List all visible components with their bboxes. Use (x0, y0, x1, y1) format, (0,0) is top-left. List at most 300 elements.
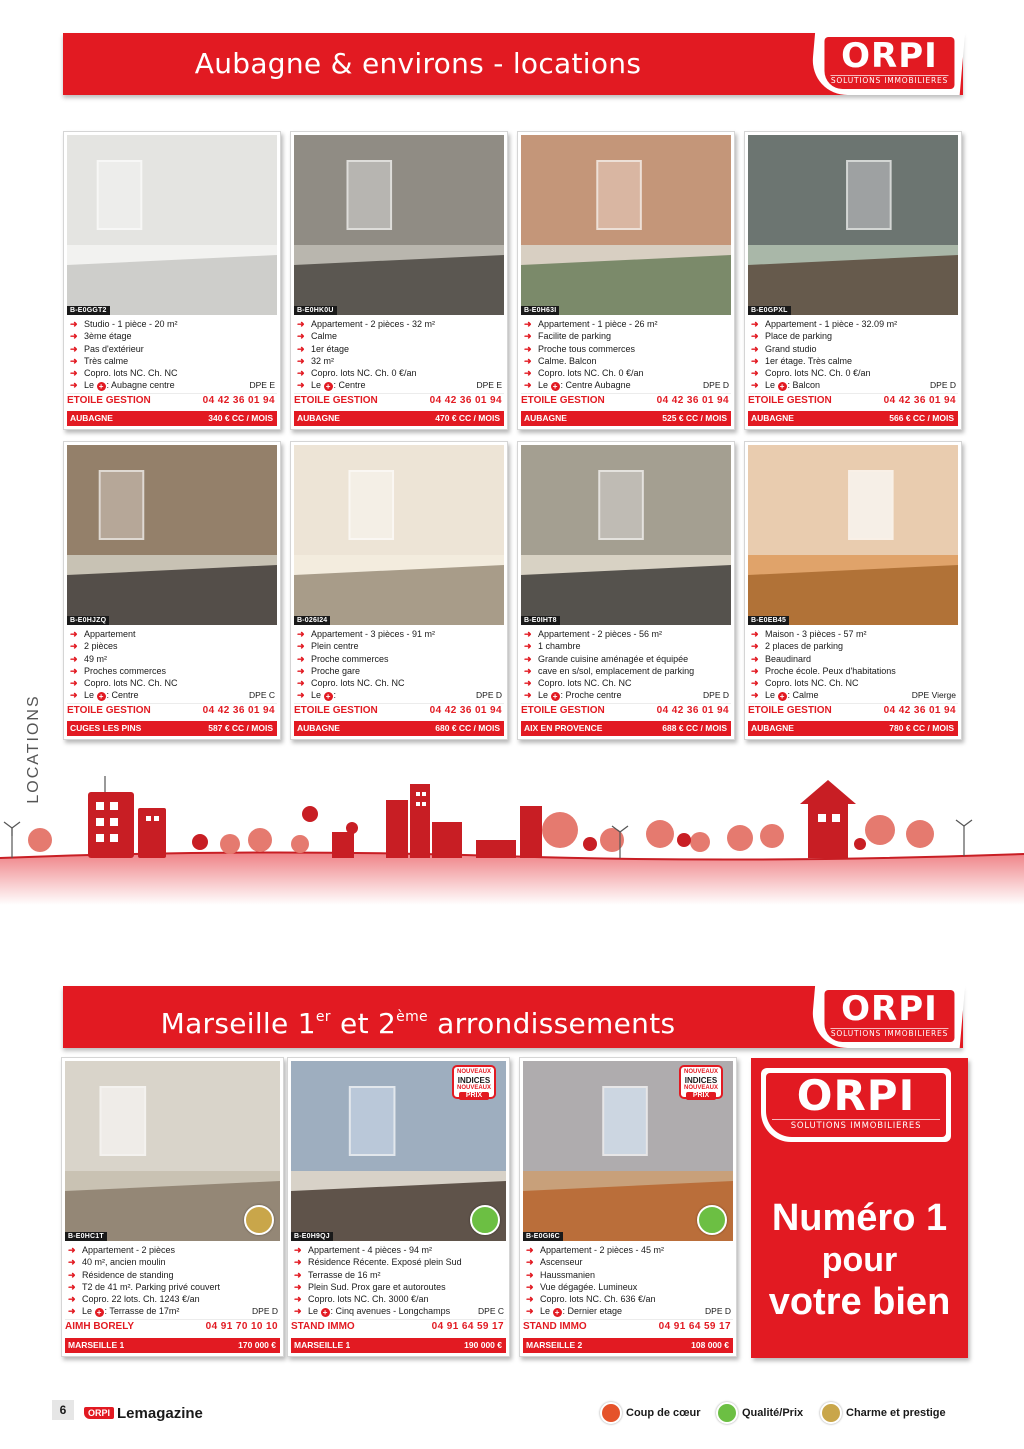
arrow-right-icon: ➜ (751, 629, 759, 639)
le-plus-text: : Centre Aubagne (560, 380, 631, 391)
arrow-right-icon: ➜ (297, 665, 305, 676)
price-bar (523, 1338, 733, 1353)
le-label: Le (308, 1306, 319, 1317)
listing-reference: B-E0GPXL (748, 306, 791, 315)
arrow-right-icon: ➜ (526, 1294, 534, 1305)
city: AIX EN PROVENCE (524, 723, 603, 733)
agency-line (291, 1319, 506, 1333)
price: 340 € CC / MOIS (208, 413, 273, 423)
agency-phone[interactable]: 04 42 36 01 94 (429, 394, 502, 406)
agency-line (748, 393, 958, 407)
features-list (291, 1244, 506, 1318)
feature-item (521, 343, 731, 355)
property-photo[interactable] (291, 1061, 506, 1241)
side-label: LOCATIONS (25, 694, 42, 804)
feature-item (67, 653, 277, 665)
dpe-rating: DPE D (252, 1306, 278, 1317)
feature-item-le-plus (294, 689, 504, 701)
price: 566 € CC / MOIS (889, 413, 954, 423)
arrow-right-icon: ➜ (524, 343, 532, 354)
listing-card[interactable] (61, 1057, 284, 1357)
feature-item (748, 367, 958, 379)
agency-name: AIMH BORELY (65, 1320, 135, 1332)
feature-item-le-plus (521, 689, 731, 701)
price-bar (748, 411, 958, 426)
arrow-right-icon: ➜ (70, 355, 78, 366)
feature-item-le-plus (65, 1305, 280, 1317)
listing-card[interactable] (290, 441, 508, 740)
arrow-right-icon: ➜ (68, 1306, 76, 1317)
orpi-logo (810, 19, 967, 95)
feature-text: Plein Sud. Prox gare et autoroutes (308, 1281, 446, 1292)
feature-text: cave en s/sol, emplacement de parking (538, 665, 695, 676)
listing-reference: B-E0IHT8 (521, 616, 560, 625)
feature-item (291, 1281, 506, 1293)
arrow-right-icon: ➜ (524, 629, 532, 639)
le-label: Le (82, 1306, 93, 1317)
le-plus-text: : Cinq avenues - Longchamps (330, 1306, 451, 1317)
agency-line (521, 393, 731, 407)
feature-text: Très calme (84, 355, 129, 366)
arrow-right-icon: ➜ (297, 331, 305, 342)
agency-line (523, 1319, 733, 1333)
promo-headline: Numéro 1 (771, 1197, 948, 1239)
plus-circle-icon: + (95, 1308, 104, 1317)
feature-text: Appartement (84, 629, 136, 639)
feature-text: 1er étage. Très calme (765, 355, 853, 366)
agency-phone[interactable]: 04 42 36 01 94 (429, 704, 502, 716)
arrow-right-icon: ➜ (526, 1281, 534, 1292)
arrow-right-icon: ➜ (524, 665, 532, 676)
feature-item (65, 1269, 280, 1281)
listing-reference: B-E0H63I (521, 306, 559, 315)
listing-card[interactable] (63, 441, 281, 740)
arrow-right-icon: ➜ (526, 1257, 534, 1268)
arrow-right-icon: ➜ (297, 368, 305, 379)
feature-text: Copro. lots NC. Ch. NC (765, 678, 859, 689)
feature-text: Copro. lots NC. Ch. NC (84, 678, 178, 689)
arrow-right-icon: ➜ (297, 319, 305, 329)
price-bar (65, 1338, 280, 1353)
promo-line: votre bien (768, 1281, 951, 1323)
feature-text: Maison - 3 pièces - 57 m² (765, 629, 867, 639)
arrow-right-icon: ➜ (751, 355, 759, 366)
arrow-right-icon: ➜ (751, 678, 759, 689)
feature-item (67, 665, 277, 677)
legend-label: Charme et prestige (846, 1407, 946, 1419)
feature-text: Vue dégagée. Lumineux (540, 1281, 638, 1292)
property-photo[interactable] (67, 445, 277, 625)
agency-phone[interactable]: 04 91 64 59 17 (658, 1320, 731, 1332)
magazine-name: Lemagazine (117, 1404, 203, 1422)
features-list (67, 628, 277, 702)
dpe-rating: DPE E (249, 380, 275, 391)
property-photo[interactable] (748, 135, 958, 315)
feature-text: Copro. lots NC. Ch. NC (311, 678, 405, 689)
agency-name: ETOILE GESTION (294, 394, 378, 406)
feature-text: Proche commerces (311, 653, 389, 664)
plus-circle-icon: + (324, 382, 333, 391)
feature-text: Terrasse de 16 m² (308, 1269, 381, 1280)
arrow-right-icon: ➜ (70, 678, 78, 689)
agency-line (67, 703, 277, 717)
le-plus-text: : Balcon (787, 380, 821, 391)
agency-name: STAND IMMO (291, 1320, 355, 1332)
section-title: Aubagne & environs - locations (194, 47, 642, 80)
features-list (748, 318, 958, 392)
dpe-rating: DPE C (478, 1306, 504, 1317)
listing-card[interactable] (63, 131, 281, 430)
feature-item (65, 1293, 280, 1305)
feature-item (521, 665, 731, 677)
property-photo[interactable] (65, 1061, 280, 1241)
le-label: Le (311, 690, 322, 701)
feature-text: Grande cuisine aménagée et équipée (538, 653, 689, 664)
agency-phone[interactable]: 04 42 36 01 94 (656, 394, 729, 406)
orpi-logo (810, 972, 967, 1048)
feature-item (521, 640, 731, 652)
feature-item-le-plus (748, 379, 958, 391)
plus-circle-icon: + (778, 692, 787, 701)
listing-reference: B-E0GI6C (523, 1232, 563, 1241)
feature-item (523, 1269, 733, 1281)
feature-text: Appartement - 1 pièce - 32.09 m² (765, 319, 898, 329)
property-photo[interactable] (67, 135, 277, 315)
feature-text: Résidence Récente. Exposé plein Sud (308, 1257, 462, 1268)
feature-text: Copro. lots NC. Ch. NC (84, 368, 178, 379)
logo-wordmark: ORPI (841, 989, 938, 1029)
feature-item (294, 628, 504, 640)
arrow-right-icon: ➜ (294, 1257, 302, 1268)
agency-phone[interactable]: 04 91 70 10 10 (205, 1320, 278, 1332)
arrow-right-icon: ➜ (524, 641, 532, 652)
arrow-right-icon: ➜ (526, 1306, 534, 1317)
feature-item (294, 330, 504, 342)
feature-text: Calme (311, 331, 338, 342)
arrow-right-icon: ➜ (70, 641, 78, 652)
feature-item (67, 318, 277, 330)
features-list (521, 628, 731, 702)
feature-item (523, 1256, 733, 1268)
feature-text: Copro. lots NC. Ch. 0 €/an (765, 368, 871, 379)
feature-text: Résidence de standing (82, 1269, 174, 1280)
listing-card[interactable] (744, 441, 962, 740)
feature-text: 32 m² (311, 355, 335, 366)
city: AUBAGNE (751, 413, 794, 423)
qualite-prix-icon (697, 1205, 727, 1235)
arrow-right-icon: ➜ (524, 355, 532, 366)
feature-text: Appartement - 3 pièces - 91 m² (311, 629, 436, 639)
price: 587 € CC / MOIS (208, 723, 273, 733)
feature-text: Appartement - 2 pièces - 56 m² (538, 629, 663, 639)
price: 190 000 € (464, 1340, 502, 1350)
le-label: Le (540, 1306, 551, 1317)
feature-text: Appartement - 2 pièces - 45 m² (540, 1245, 665, 1255)
arrow-right-icon: ➜ (751, 319, 759, 329)
feature-item (294, 355, 504, 367)
features-list (523, 1244, 733, 1318)
property-photo[interactable] (748, 445, 958, 625)
feature-item (294, 665, 504, 677)
property-photo[interactable] (521, 135, 731, 315)
feature-item-le-plus (67, 689, 277, 701)
feature-text: Calme. Balcon (538, 355, 597, 366)
feature-item-le-plus (67, 379, 277, 391)
arrow-right-icon: ➜ (526, 1245, 534, 1255)
feature-text: Plein centre (311, 641, 359, 652)
section-title: Marseille 1er et 2ème arrondissements (160, 1007, 676, 1040)
price: 470 € CC / MOIS (435, 413, 500, 423)
agency-name: STAND IMMO (523, 1320, 587, 1332)
feature-item (748, 343, 958, 355)
feature-item-le-plus (523, 1305, 733, 1317)
features-list (294, 318, 504, 392)
section-banner-marseille (63, 986, 963, 1048)
listing-card[interactable] (290, 131, 508, 430)
arrow-right-icon: ➜ (68, 1281, 76, 1292)
feature-item (521, 318, 731, 330)
dpe-rating: DPE D (705, 1306, 731, 1317)
feature-item (67, 367, 277, 379)
legend-qualite-prix (716, 1402, 803, 1424)
orpi-logo-large (761, 1068, 951, 1142)
qualite-prix-icon (716, 1402, 738, 1424)
arrow-right-icon: ➜ (297, 690, 305, 701)
legend-coup-de-coeur (600, 1402, 701, 1424)
feature-item (521, 330, 731, 342)
arrow-right-icon: ➜ (70, 368, 78, 379)
promo-line: pour (821, 1241, 898, 1279)
new-prices-badge: NOUVEAUX INDICES NOUVEAUX PRIX (679, 1065, 723, 1099)
le-plus-text: : Terrasse de 17m² (104, 1306, 180, 1317)
property-photo[interactable] (521, 445, 731, 625)
promo-block (751, 1058, 968, 1358)
plus-circle-icon: + (324, 692, 333, 701)
feature-item (294, 343, 504, 355)
logo-wordmark: ORPI (841, 36, 938, 76)
agency-name: ETOILE GESTION (521, 704, 605, 716)
feature-item (67, 343, 277, 355)
arrow-right-icon: ➜ (297, 355, 305, 366)
features-list (67, 318, 277, 392)
dpe-rating: DPE D (476, 690, 502, 701)
price-bar (521, 411, 731, 426)
arrow-right-icon: ➜ (751, 653, 759, 664)
price: 680 € CC / MOIS (435, 723, 500, 733)
magazine-logo (84, 1404, 203, 1422)
feature-text: 2 places de parking (765, 641, 844, 652)
arrow-right-icon: ➜ (751, 380, 759, 391)
arrow-right-icon: ➜ (294, 1294, 302, 1305)
le-plus-text: : Calme (787, 690, 819, 701)
agency-phone[interactable]: 04 42 36 01 94 (883, 704, 956, 716)
agency-phone[interactable]: 04 42 36 01 94 (202, 704, 275, 716)
property-photo[interactable] (523, 1061, 733, 1241)
agency-line (748, 703, 958, 717)
property-photo[interactable] (294, 445, 504, 625)
listing-card[interactable] (744, 131, 962, 430)
feature-text: 1er étage (311, 343, 350, 354)
feature-item (521, 653, 731, 665)
listing-reference: B-E0HK0U (294, 306, 337, 315)
agency-phone[interactable]: 04 42 36 01 94 (883, 394, 956, 406)
agency-line (294, 703, 504, 717)
dpe-rating: DPE Vierge (911, 690, 956, 701)
arrow-right-icon: ➜ (294, 1245, 302, 1255)
arrow-right-icon: ➜ (68, 1294, 76, 1305)
agency-line (65, 1319, 280, 1333)
feature-item (748, 653, 958, 665)
arrow-right-icon: ➜ (68, 1257, 76, 1268)
city: MARSEILLE 1 (294, 1340, 351, 1350)
feature-item (291, 1293, 506, 1305)
arrow-right-icon: ➜ (70, 331, 78, 342)
agency-phone[interactable]: 04 91 64 59 17 (431, 1320, 504, 1332)
legend-label: Qualité/Prix (742, 1407, 804, 1419)
le-label: Le (311, 380, 322, 391)
le-label: Le (765, 690, 776, 701)
feature-text: Copro. lots NC. Ch. 0 €/an (311, 368, 417, 379)
city: AUBAGNE (524, 413, 567, 423)
coup-de-coeur-icon (600, 1402, 622, 1424)
arrow-right-icon: ➜ (297, 343, 305, 354)
listing-card[interactable] (517, 441, 735, 740)
features-list (748, 628, 958, 702)
feature-item (67, 628, 277, 640)
agency-name: ETOILE GESTION (294, 704, 378, 716)
arrow-right-icon: ➜ (70, 343, 78, 354)
agency-phone[interactable]: 04 42 36 01 94 (656, 704, 729, 716)
listing-card[interactable] (287, 1057, 510, 1357)
feature-item (748, 677, 958, 689)
logo-tagline: SOLUTIONS IMMOBILIERES (830, 76, 949, 85)
le-label: Le (765, 380, 776, 391)
arrow-right-icon: ➜ (751, 690, 759, 701)
legend-label: Coup de cœur (626, 1407, 701, 1419)
feature-item (294, 640, 504, 652)
arrow-right-icon: ➜ (751, 343, 759, 354)
feature-text: Pas d'extérieur (84, 343, 144, 354)
listing-reference: B-026I24 (294, 616, 330, 625)
le-label: Le (538, 690, 549, 701)
legend-charme-prestige (820, 1402, 946, 1424)
feature-item (291, 1244, 506, 1256)
feature-item (294, 677, 504, 689)
dpe-rating: DPE D (930, 380, 956, 391)
feature-item (521, 628, 731, 640)
price: 525 € CC / MOIS (662, 413, 727, 423)
arrow-right-icon: ➜ (297, 653, 305, 664)
arrow-right-icon: ➜ (524, 368, 532, 379)
arrow-right-icon: ➜ (526, 1269, 534, 1280)
city: MARSEILLE 1 (68, 1340, 125, 1350)
arrow-right-icon: ➜ (297, 380, 305, 391)
feature-text: T2 de 41 m². Parking privé couvert (82, 1281, 221, 1292)
feature-item (294, 367, 504, 379)
feature-item (748, 640, 958, 652)
section-banner-aubagne (63, 33, 963, 95)
le-plus-text: : Aubagne centre (106, 380, 175, 391)
listing-card[interactable] (517, 131, 735, 430)
agency-phone[interactable]: 04 42 36 01 94 (202, 394, 275, 406)
feature-text: Studio - 1 pièce - 20 m² (84, 319, 178, 329)
price: 780 € CC / MOIS (889, 723, 954, 733)
orpi-mini-logo: ORPI (84, 1407, 114, 1419)
dpe-rating: DPE D (703, 690, 729, 701)
le-plus-text: : Centre (333, 380, 366, 391)
dpe-rating: DPE C (249, 690, 275, 701)
townscape-illustration (0, 770, 1024, 905)
price-bar (294, 721, 504, 736)
plus-circle-icon: + (97, 382, 106, 391)
agency-name: ETOILE GESTION (67, 704, 151, 716)
arrow-right-icon: ➜ (751, 368, 759, 379)
arrow-right-icon: ➜ (70, 690, 78, 701)
plus-circle-icon: + (553, 1308, 562, 1317)
arrow-right-icon: ➜ (68, 1245, 76, 1255)
arrow-right-icon: ➜ (70, 665, 78, 676)
feature-item (748, 628, 958, 640)
feature-item (65, 1256, 280, 1268)
arrow-right-icon: ➜ (70, 653, 78, 664)
feature-item (523, 1281, 733, 1293)
le-plus-text: : Dernier etage (562, 1306, 623, 1317)
feature-text: Copro. lots NC. Ch. 636 €/an (540, 1294, 656, 1305)
le-plus-text: : Proche centre (560, 690, 622, 701)
arrow-right-icon: ➜ (751, 331, 759, 342)
property-photo[interactable] (294, 135, 504, 315)
feature-text: Proche gare (311, 665, 361, 676)
agency-line (67, 393, 277, 407)
price: 688 € CC / MOIS (662, 723, 727, 733)
feature-item (523, 1293, 733, 1305)
city: AUBAGNE (297, 723, 340, 733)
listing-card[interactable] (519, 1057, 737, 1357)
arrow-right-icon: ➜ (524, 331, 532, 342)
feature-text: 40 m², ancien moulin (82, 1257, 166, 1268)
city: MARSEILLE 2 (526, 1340, 583, 1350)
feature-item-le-plus (291, 1305, 506, 1317)
price-bar (67, 721, 277, 736)
qualite-prix-icon (470, 1205, 500, 1235)
feature-text: Facilite de parking (538, 331, 612, 342)
le-label: Le (538, 380, 549, 391)
feature-item (294, 318, 504, 330)
feature-text: Appartement - 2 pièces (82, 1245, 176, 1255)
plus-circle-icon: + (321, 1308, 330, 1317)
feature-item (748, 665, 958, 677)
feature-item (523, 1244, 733, 1256)
city: CUGES LES PINS (70, 723, 142, 733)
feature-text: Appartement - 4 pièces - 94 m² (308, 1245, 433, 1255)
city: AUBAGNE (297, 413, 340, 423)
feature-item (521, 677, 731, 689)
logo-wordmark: ORPI (796, 1071, 916, 1120)
le-plus-text: : Centre (106, 690, 139, 701)
arrow-right-icon: ➜ (297, 678, 305, 689)
feature-text: Copro. lots NC. Ch. NC (538, 678, 632, 689)
le-label: Le (84, 380, 95, 391)
feature-item-le-plus (521, 379, 731, 391)
price-bar (294, 411, 504, 426)
features-list (65, 1244, 280, 1318)
new-prices-badge: NOUVEAUX INDICES NOUVEAUX PRIX (452, 1065, 496, 1099)
arrow-right-icon: ➜ (294, 1306, 302, 1317)
feature-text: Haussmanien (540, 1269, 596, 1280)
feature-text: Grand studio (765, 343, 817, 354)
price-bar (521, 721, 731, 736)
arrow-right-icon: ➜ (297, 641, 305, 652)
